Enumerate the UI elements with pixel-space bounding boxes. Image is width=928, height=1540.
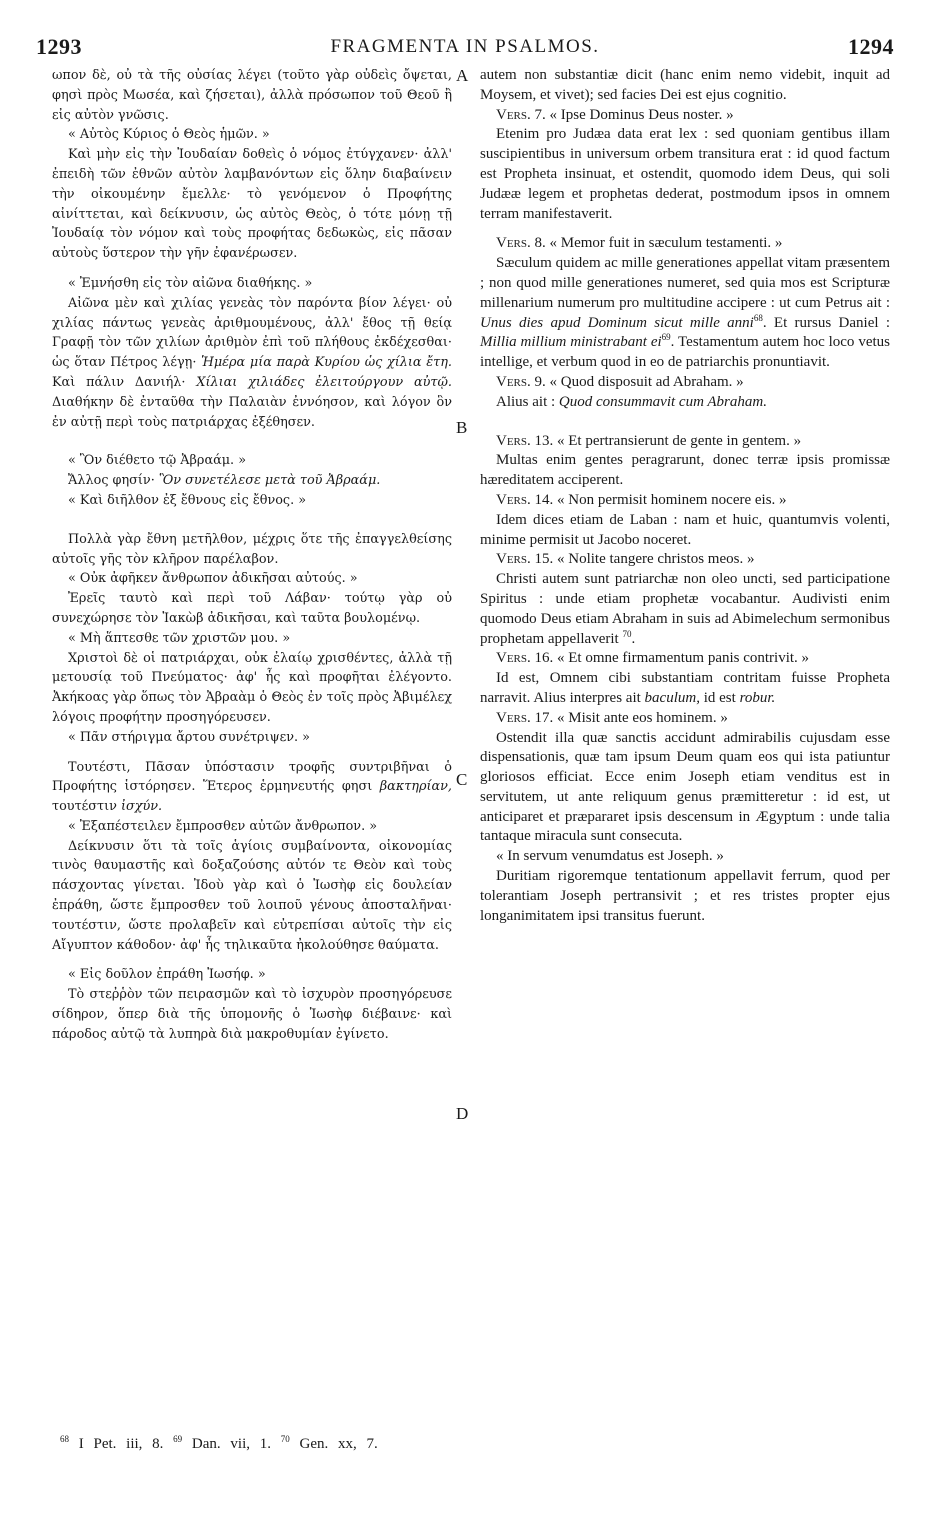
latin-verse-heading: [480, 432, 890, 452]
greek-text: Διαθήκην δὲ ἐνταῦθα τὴν Παλαιὰν ἐννόησον, καὶ λόγον ὃν ἐν αὐτῇ περὶ τοὺς πατριάρχας ἐξέθησεν.: [52, 394, 452, 430]
greek-citation: ἰσχύν.: [120, 799, 163, 815]
greek-text: Αἰῶνα μὲν καὶ χιλίας γενεὰς τὸν παρόντα βίον λέγει· οὐ χιλίας πάντως γενεὰς ἀριθμουμένους, ἀλλ' ἔθος τῇ θείᾳ Γραφῇ τὸν τῶν χιλίων ἀριθμὸν ἐπὶ τοῦ πλήθους ἐκδέχεσθαι· ὡς ὅταν Πέτρος λέγῃ·: [52, 295, 452, 371]
greek-paragraph: Τὸ στεῤῥὸν τῶν πειρασμῶν καὶ τὸ ἰσχυρὸν προσηγόρευσε σίδηρον, ὅπερ διὰ τῆς ὑπομονῆς ὁ Ἰωσὴφ διέβαινε· καὶ πάροδος αὐτῷ τὰ λυπηρὰ διὰ μακροθυμίαν ἐγίνετο.: [52, 987, 452, 1042]
greek-text: Ἄλλος φησίν·: [68, 473, 155, 489]
verse-label: Vers. 17.: [496, 709, 554, 726]
latin-paragraph: Idem dices etiam de Laban : nam et huic, quantumvis volenti, minime permisit ut Jacobo noceret.: [480, 511, 890, 548]
verse-label: Vers. 13.: [496, 432, 554, 449]
greek-paragraph: [52, 471, 452, 491]
footnote-ref: 70: [622, 628, 632, 639]
verse-quote: « Ipse Dominus Deus noster. »: [549, 106, 734, 123]
footnote-number: 69: [173, 1434, 183, 1444]
greek-paragraph: Πολλὰ γὰρ ἔθνη μετῆλθον, μέχρις ὅτε τῆς ἐπαγγελθείσης αὐτοῖς γῆς τὸν κλῆρον παρέλαβον.: [52, 531, 452, 567]
latin-citation: Unus dies apud Dominum sicut mille anni: [480, 314, 754, 331]
latin-text: . Et rursus Daniel :: [762, 314, 890, 331]
latin-paragraph: [480, 393, 890, 413]
greek-psalm-quote: « Εἰς δοῦλον ἐπράθη Ἰωσήφ. »: [68, 967, 266, 983]
greek-text: τουτέστιν: [52, 799, 117, 815]
verse-quote: « Quod disposuit ad Abraham. »: [549, 373, 744, 390]
greek-psalm-quote: « Αὐτὸς Κύριος ὁ Θεὸς ἡμῶν. »: [68, 127, 270, 143]
footnote-text: Dan. vii, 1.: [191, 1436, 271, 1452]
latin-verse-heading: [480, 709, 890, 729]
page-number-left: 1293: [36, 34, 82, 59]
latin-verse-heading: [480, 373, 890, 393]
latin-text: Alius ait :: [496, 393, 556, 410]
latin-paragraph: Ostendit illa quæ sanctis accidunt admirabilis cujusdam esse dispensationis, quæ tam ipsum Deum quam eos qui ista patiuntur gloriosos efficiat. Ecce enim Joseph etiam venditus est in servitutem, ut ante reliquum genus præmitteretur : id est, ut anticiparet et præpararet ipsis descensum in Ægyptum : unde talia tantaque miracula sunt consecuta.: [480, 729, 890, 845]
verse-label: Vers. 8.: [496, 235, 546, 252]
latin-verse-heading: [480, 649, 890, 669]
verse-label: Vers. 7.: [496, 106, 546, 123]
latin-paragraph: Multas enim gentes peragrarunt, donec terræ ipsis promissæ hæreditatem acciperent.: [480, 452, 890, 489]
latin-verse-heading: [480, 550, 890, 570]
greek-paragraph: [52, 294, 452, 433]
greek-citation: Ἡμέρα μία παρὰ Κυρίου ὡς χίλια ἔτη.: [201, 355, 452, 371]
greek-paragraph: Δείκνυσιν ὅτι τὰ τοῖς ἁγίοις συμβαίνοντα, οἰκονομίας τινὸς θαυμαστῆς καὶ δοξαζούσης αὐτόν τε Θεὸν καὶ τοὺς πάσχοντας γίνεται. Ἰδοὺ γὰρ καὶ ὁ Ἰωσὴφ εἰς δουλείαν ἐπράθη, ὥστε ἔμπροσθεν τοῦ λοιποῦ γένους ἀποσταλῆναι· τουτέστιν, ὥστε προλαβεῖν καὶ εὐτρεπίσαι αὐτοῖς τὴν εἰς Αἴγυπτον κάθοδον· ἀφ' ἧς τηλικαῦτα ἠκολούθησε θαύματα.: [52, 838, 452, 953]
greek-column: [52, 66, 452, 1045]
margin-letter-d: D: [456, 1104, 469, 1123]
verse-label: Vers. 14.: [496, 491, 554, 508]
greek-psalm-quote: « Καὶ διῆλθον ἐξ ἔθνους εἰς ἔθνος. »: [68, 492, 307, 508]
running-title: FRAGMENTA IN PSALMOS.: [330, 36, 600, 57]
greek-citation: Ὃν συνετέλεσε μετὰ τοῦ Ἀβραάμ.: [158, 473, 381, 489]
greek-psalm-quote: « Μὴ ἅπτεσθε τῶν χριστῶν μου. »: [68, 630, 291, 646]
footnote-ref: 68: [753, 312, 763, 323]
greek-text: Τουτέστι, Πᾶσαν ὑπόστασιν τροφῆς συντριβῆναι ὁ Προφήτης ἱστόρησεν. Ἕτερος ἑρμηνευτής φησι: [52, 759, 452, 795]
latin-paragraph: autem non substantiæ dicit (hanc enim nemo videbit, inquit ad Moysem, et vivet); sed facies Dei est ejus cognitio.: [480, 67, 890, 103]
latin-verse-heading: [480, 106, 890, 126]
greek-paragraph: [52, 758, 452, 817]
verse-quote: « Non permisit hominem nocere eis. »: [557, 491, 787, 508]
footnotes: [60, 1436, 460, 1453]
greek-paragraph: Ἐρεῖς ταυτὸ καὶ περὶ τοῦ Λάβαν· τούτῳ γὰρ οὐ συνεχώρησε τὸν Ἰακὼβ ἀδικῆσαι, καὶ ταῦτα βουλομένῳ.: [52, 591, 452, 626]
latin-citation: Millia millium ministrabant ei: [480, 334, 662, 351]
latin-citation: robur.: [739, 689, 776, 706]
greek-text: Καὶ πάλιν Δανιήλ·: [52, 374, 186, 390]
greek-psalm-quote: « Ὃν διέθετο τῷ Ἀβραάμ. »: [68, 453, 247, 469]
verse-quote: « Nolite tangere christos meos. »: [557, 551, 755, 568]
verse-label: Vers. 15.: [496, 551, 554, 568]
latin-paragraph: Duritiam rigoremque tentationum appellavit ferrum, quod per tolerantiam Joseph pertransivit ; et res tristes propter ejus longanimitatem ipsi transitus fuerunt.: [480, 868, 890, 924]
latin-paragraph: [480, 570, 890, 649]
greek-paragraph: ωπον δὲ, οὐ τὰ τῆς οὐσίας λέγει (τοῦτο γὰρ οὐδεὶς ὄψεται, φησὶ πρὸς Μωσέα, καὶ ζήσεται), ἀλλὰ πρόσωπον τοῦ Θεοῦ ἢ εἰς αὐτὸν γνῶσις.: [52, 68, 452, 123]
footnote-text: I Pet. iii, 8.: [78, 1436, 164, 1452]
footnote-number: 70: [280, 1434, 290, 1444]
greek-psalm-quote: « Ἐμνήσθη εἰς τὸν αἰῶνα διαθήκης. »: [68, 275, 313, 291]
latin-citation: baculum,: [644, 689, 700, 706]
footnote-text: Gen. xx, 7.: [299, 1436, 378, 1452]
latin-text: Sæculum quidem ac mille generationes appellat vitam præsentem ; non quod mille generationes numeret, sed quia mos est Scripturæ millenarium numerum pro multitudine accipere : ut cum Petrus ait :: [480, 255, 890, 311]
latin-paragraph: [480, 254, 890, 373]
latin-citation: Quod consummavit cum Abraham.: [558, 393, 767, 410]
greek-paragraph: Καὶ μὴν εἰς τὴν Ἰουδαίαν δοθεὶς ὁ νόμος ἐτύγχανεν· ἀλλ' ἐπειδὴ τῶν ἐθνῶν αὐτὸν λαμβανόντων εἰς ὅλην διαβαίνειν τὴν οἰκουμένην ἔμελλε· τὸ γενόμενον ὁ Προφήτης αἰνίττεται, καὶ δείκνυσιν, ὡς αὐτὸς Θεὸς, ὁ τότε μόνῃ τῇ Ἰουδαίᾳ τὸν νόμον καὶ τοὺς προφήτας δεδωκὼς, εἰς πᾶσαν αὐτοὺς ὕστερον τὴν γῆν ἐφανέρωσεν.: [52, 147, 452, 262]
greek-psalm-quote: « Ἐξαπέστειλεν ἔμπροσθεν αὐτῶν ἄνθρωπον. »: [68, 818, 378, 834]
latin-text: .: [631, 630, 636, 647]
latin-verse-heading: [480, 234, 890, 254]
verse-quote: « Et pertransierunt de gente in gentem. »: [557, 432, 802, 449]
greek-psalm-quote: « Πᾶν στήριγμα ἄρτου συνέτριψεν. »: [68, 729, 310, 745]
verse-quote: « Misit ante eos hominem. »: [557, 709, 728, 726]
margin-letter-a: A: [456, 66, 469, 85]
latin-text: . Testamentum autem hoc loco vetus intellige, et verbum quod in eo de patriarchis pronuntiavit.: [480, 334, 890, 371]
greek-citation: Χίλιαι χιλιάδες ἐλειτούργουν αὐτῷ.: [196, 374, 452, 390]
latin-paragraph: Etenim pro Judæa data erat lex : sed quoniam gentibus illam suscipientibus in universum orbem transitura erat : id quod factum est Propheta insinuat, et ostendit, quomodo idem Deus, qui soli Judææ legem et prophetas dederat, postmodum ipsos in omnem terram manifestaverit.: [480, 126, 890, 222]
verse-quote: « Memor fuit in sæculum testamenti. »: [549, 235, 783, 252]
latin-text: id est: [703, 689, 736, 706]
greek-citation: βακτηρίαν,: [379, 779, 452, 795]
latin-verse-heading: [480, 491, 890, 511]
footnote-number: 68: [60, 1434, 69, 1444]
page-number-right: 1294: [848, 34, 894, 59]
latin-text: Christi autem sunt patriarchæ non oleo uncti, sed participatione Spiritus : unde etiam prophetæ vocabantur. Audivisti enim quomodo Deus etiam Abraham in suis ad Abimelechum sermonibus prophetam appellaverit: [480, 571, 890, 647]
verse-quote: « Et omne firmamentum panis contrivit. »: [557, 650, 810, 667]
latin-psalm-quote: « In servum venumdatus est Joseph. »: [496, 848, 724, 865]
latin-column: [480, 66, 890, 926]
footnote-ref: 69: [661, 332, 671, 343]
margin-letter-b: B: [456, 418, 468, 437]
latin-text: Id est, Omnem cibi substantiam contritam fuisse Propheta narravit. Alius interpres ait: [480, 670, 890, 706]
greek-psalm-quote: « Οὐκ ἀφῆκεν ἄνθρωπον ἀδικῆσαι αὐτούς. »: [68, 571, 358, 587]
greek-paragraph: Χριστοὶ δὲ οἱ πατριάρχαι, οὐκ ἐλαίῳ χρισθέντες, ἀλλὰ τῇ μετουσίᾳ τοῦ Πνεύματος· ἀφ' ἧς καὶ προφῆται ἐλέγοντο. Ἀκήκοας γὰρ ὅπως τὸν Ἀβραὰμ ὁ Θεὸς ἐν τοῖς πρὸς Ἀβιμέλεχ λόγοις προφήτην προσηγόρευσεν.: [52, 650, 452, 725]
margin-letter-c: C: [456, 770, 468, 789]
page-header: [36, 34, 894, 62]
latin-paragraph: [480, 669, 890, 709]
verse-label: Vers. 16.: [496, 650, 554, 667]
verse-label: Vers. 9.: [496, 373, 546, 390]
